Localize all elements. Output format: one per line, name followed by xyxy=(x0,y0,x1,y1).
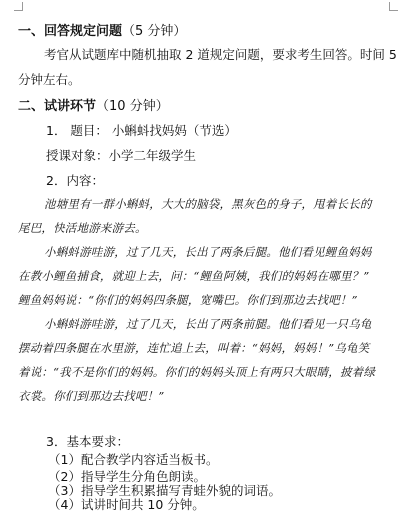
requirement-item: （3）指导学生积累描写青蛙外貌的词语。 xyxy=(48,482,281,498)
story-p2-line1: 小蝌蚪游哇游，过了几天，长出了两条后腿。他们看见鲤鱼妈妈 xyxy=(44,245,372,259)
story-p3-line4: 衣裳。你们到那边去找吧！” xyxy=(18,389,165,403)
story-p1-line1: 池塘里有一群小蝌蚪，大大的脑袋，黑灰色的身子，甩着长长的 xyxy=(44,197,372,211)
story-p3-line2: 摆动着四条腿在水里游，连忙追上去，叫着：“妈妈，妈妈！”乌龟笑 xyxy=(18,341,370,355)
section2-duration: （10 分钟） xyxy=(96,99,169,114)
story-p2-line3: 鲤鱼妈妈说：“你们的妈妈四条腿，宽嘴巴。你们到那边去找吧！” xyxy=(18,293,358,307)
requirement-item: （4）试讲时间共 10 分钟。 xyxy=(48,497,205,512)
margin-corner-mark xyxy=(14,2,23,11)
story-p3-line1: 小蝌蚪游哇游，过了几天，长出了两条前腿。他们看见一只乌龟 xyxy=(44,317,372,331)
audience-line: 授课对象：小学二年级学生 xyxy=(46,148,197,163)
section1-heading: 一、回答规定问题 xyxy=(18,24,123,39)
requirements-title: 3．基本要求： xyxy=(46,434,129,449)
story-p2-line2: 在教小鲤鱼捕食，就迎上去，问：“鲤鱼阿姨，我们的妈妈在哪里？” xyxy=(18,269,370,283)
section1-heading-line xyxy=(18,20,186,39)
section2-heading: 二、试讲环节 xyxy=(18,99,97,114)
section1-duration: （5 分钟） xyxy=(122,24,187,39)
story-p3-line3: 着说：“我不是你们的妈妈。你们的妈妈头顶上有两只大眼睛，披着绿 xyxy=(18,365,376,379)
section2-heading-line xyxy=(18,95,169,114)
requirement-item: （1）配合教学内容适当板书。 xyxy=(48,452,219,468)
section1-body-line2: 分钟左右。 xyxy=(18,72,81,87)
topic-line: 1． 题目： 小蝌蚪找妈妈（节选） xyxy=(46,123,237,138)
content-label: 2．内容： xyxy=(46,173,104,188)
margin-corner-mark xyxy=(389,2,398,11)
section1-body-line1: 考官从试题库中随机抽取 2 道规定问题，要求考生回答。时间 5 xyxy=(44,47,397,62)
story-p1-line2: 尾巴，快活地游来游去。 xyxy=(18,221,147,235)
requirement-item: （2）指导学生分角色朗读。 xyxy=(48,468,206,484)
